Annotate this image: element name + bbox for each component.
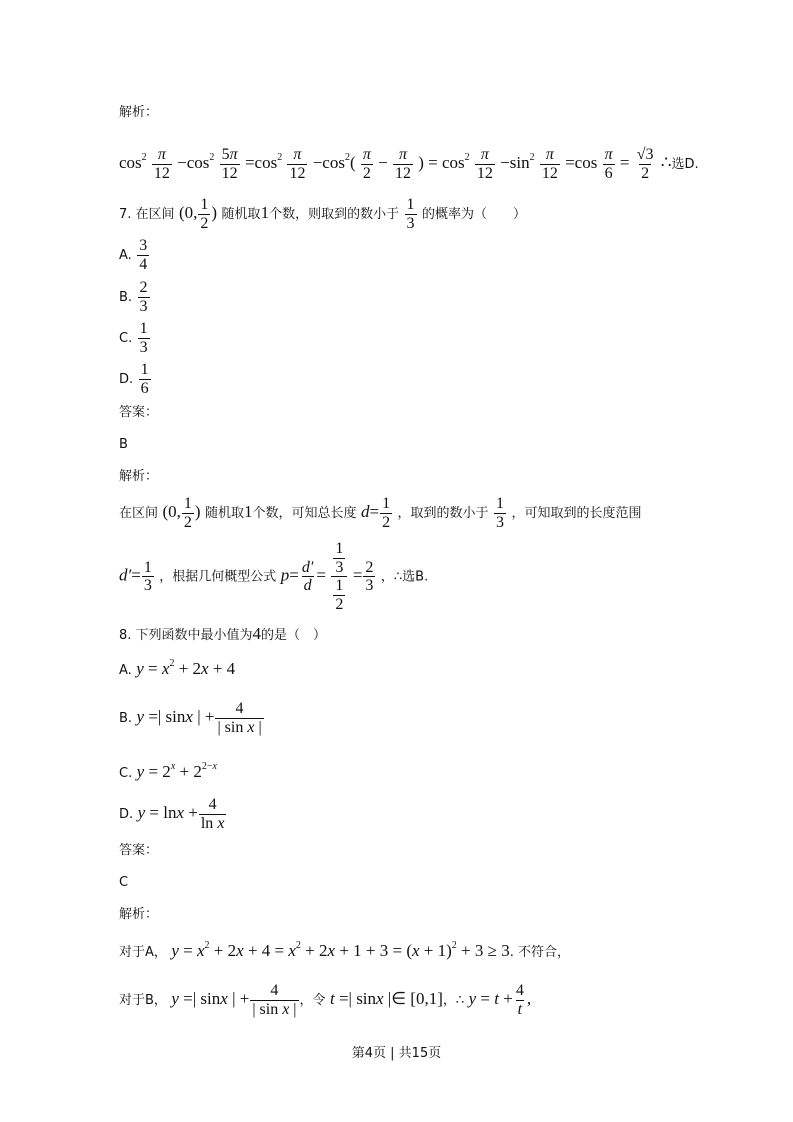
question-7: 7. 在区间 (0, $\frac{1}{2}$ ) 随机取1个数，则取到的数小于 $\frac{1}{3}$ 的概率为（ ） <box>119 196 526 232</box>
option-c: C. $\frac{1}{3}$ <box>119 320 148 356</box>
answer-label-q7: 答案： <box>119 405 159 420</box>
solution-q7-line2: d′= $\frac{1}{3}$ ，根据几何概型公式 p= $\frac{d'}{d}$ = $\frac{\frac{1}{3}}{\frac{1}{2}}$ = $\frac{2}{3}$ ，∴选B. <box>119 540 429 613</box>
solution-label-q8: 解析： <box>119 907 159 922</box>
answer-q7: B <box>119 437 128 452</box>
solution-q8-a: 对于A， $y = x^2 + 2x + 4 = x^2 + 2x + 1 + 3 = (x + 1)^2 + 3 \ge 3$. 不符合， <box>119 940 570 960</box>
solution-q6-formula: $\cos^2$ $\frac{\pi}{12}$ $-\cos^2$ $\frac{5\pi}{12}$ $=\cos^2$ $\frac{\pi}{12}$ $-\cos^2$( $\frac{\pi}{2}$ − $\frac{\pi}{12}$ ) = $\cos^2$ $\frac{\pi}{12}$ $-\sin^2$ $\frac{\pi}{12}$ =cos $\frac{\pi}{6}$ = $\frac{√3}{2}$ ∴选D. <box>119 146 699 182</box>
option-b: B. $\frac{2}{3}$ <box>119 279 148 315</box>
q8-option-d: D. y = lnx + $\frac{4}{\text{ln x}}$ <box>119 796 225 832</box>
page-footer: 第4页 | 共15页 <box>351 1046 442 1061</box>
answer-q8: C <box>119 875 129 890</box>
solution-q8-b: 对于B， y =| sinx | + $\frac{4}{\text{| sin x |}}$ ，令 t =| sinx |∈ [0,1]，∴ y = t + $\frac{4}{t}$ , <box>119 982 532 1018</box>
solution-label-q7: 解析： <box>119 469 159 484</box>
q8-option-a: A. $y = x^2 + 2x + 4$ <box>119 658 236 678</box>
answer-label-q8: 答案： <box>119 843 159 858</box>
solution-label-q6: 解析： <box>119 105 159 120</box>
q8-option-c: C. $y = 2^x + 2^{2-x}$ <box>119 761 217 781</box>
solution-q7-line1: 在区间 (0, $\frac{1}{2}$ ) 随机取1个数，可知总长度 d= $\frac{1}{2}$ ，取到的数小于 $\frac{1}{3}$ ，可知取到的长度范围 <box>119 495 642 531</box>
question-8: 8. 下列函数中最小值为4的是（ ） <box>119 624 327 643</box>
option-a: A. $\frac{3}{4}$ <box>119 237 148 273</box>
option-d: D. $\frac{1}{6}$ <box>119 361 149 397</box>
q8-option-b: B. y =| sinx | + $\frac{4}{\text{| sin x |}}$ <box>119 700 262 736</box>
